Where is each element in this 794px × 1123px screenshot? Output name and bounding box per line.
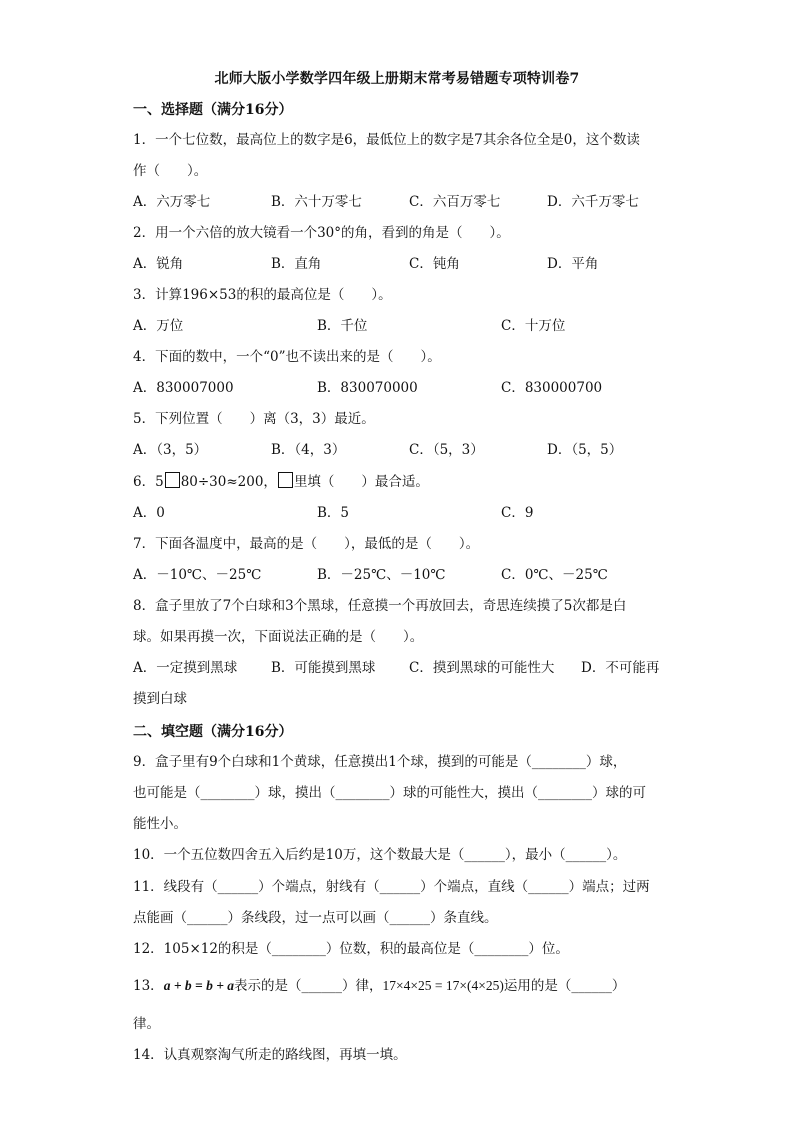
question-6-line-1 xyxy=(133,472,429,491)
page-title: 北师大版小学数学四年级上册期末常考易错题专项特训卷7 xyxy=(214,71,580,87)
question-9-line-2: 也可能是（________）球，摸出（________）球的可能性大，摸出（________）球的可 xyxy=(133,785,646,801)
question-8-line-1: 8．盒子里放了7个白球和3个黑球，任意摸一个再放回去，奇思连续摸了5次都是白 xyxy=(133,598,627,614)
blank-box-icon xyxy=(278,472,293,488)
question-14-line-1: 14．认真观察淘气所走的路线图，再填一填。 xyxy=(133,1047,407,1063)
question-6-option-c: C．9 xyxy=(501,505,534,521)
question-2-option-b: B．直角 xyxy=(271,256,322,272)
question-4-line-1: 4．下面的数中，一个“0”也不读出来的是（ ）。 xyxy=(133,349,441,365)
question-7-option-b: B．－25℃、－10℃ xyxy=(317,567,446,583)
section-heading-choice: 一、选择题（满分16分） xyxy=(133,102,293,118)
question-6-prefix: 6．5 xyxy=(133,474,164,490)
question-5-option-a: A．（3，5） xyxy=(133,442,208,458)
question-13-middle: 表示的是（______）律， xyxy=(234,978,383,994)
question-2-option-c: C．钝角 xyxy=(409,256,460,272)
commutative-formula: a + b = b + a xyxy=(163,978,235,993)
question-8-option-a: A．一定摸到黑球 xyxy=(133,660,238,676)
question-8-line-2: 球。如果再摸一次，下面说法正确的是（ ）。 xyxy=(133,629,424,645)
question-6-option-b: B．5 xyxy=(317,505,350,521)
question-4-option-c: C．830000700 xyxy=(501,380,603,396)
question-6-suffix: 里填（ ）最合适。 xyxy=(293,474,429,490)
question-8-option-b: B．可能摸到黑球 xyxy=(271,660,376,676)
question-9-line-3: 能性小。 xyxy=(133,816,187,832)
blank-box-icon xyxy=(165,472,180,488)
question-1-option-c: C．六百万零七 xyxy=(409,194,501,210)
question-6-middle: 80÷30≈200， xyxy=(180,474,277,490)
question-11-line-2: 点能画（______）条线段，过一点可以画（______）条直线。 xyxy=(133,910,498,926)
question-8-option-d: D．不可能再 xyxy=(581,660,660,676)
question-8-line-3: 摸到白球 xyxy=(133,691,187,707)
question-2-option-d: D．平角 xyxy=(547,256,599,272)
question-5-option-c: C．（5，3） xyxy=(409,442,484,458)
question-3-option-a: A．万位 xyxy=(133,318,184,334)
question-4-option-a: A．830007000 xyxy=(133,380,234,396)
question-11-line-1: 11．线段有（______）个端点，射线有（______）个端点，直线（______）端点；过两 xyxy=(133,879,650,895)
question-13-line-2: 律。 xyxy=(133,1016,160,1032)
associative-formula: 17×4×25 = 17×(4×25) xyxy=(382,978,504,993)
question-8-option-c: C．摸到黑球的可能性大 xyxy=(409,660,555,676)
question-1-option-d: D．六千万零七 xyxy=(547,194,639,210)
question-2-line-1: 2．用一个六倍的放大镜看一个30°的角，看到的角是（ ）。 xyxy=(133,225,510,241)
question-1-line-1: 1．一个七位数，最高位上的数字是6，最低位上的数字是7其余各位全是0，这个数读 xyxy=(133,132,640,148)
question-13-suffix: 运用的是（______） xyxy=(503,978,626,994)
question-3-option-b: B．千位 xyxy=(317,318,368,334)
question-6-option-a: A．0 xyxy=(133,505,165,521)
question-13-prefix: 13． xyxy=(133,978,164,994)
question-3-line-1: 3．计算196×53的积的最高位是（ ）。 xyxy=(133,287,392,303)
question-3-option-c: C．十万位 xyxy=(501,318,566,334)
question-13-line-1 xyxy=(133,977,625,995)
question-10-line-1: 10．一个五位数四舍五入后约是10万，这个数最大是（______），最小（______）。 xyxy=(133,847,627,863)
question-5-option-d: D．（5，5） xyxy=(547,442,623,458)
question-1-line-2: 作（ ）。 xyxy=(133,163,208,179)
question-2-option-a: A．锐角 xyxy=(133,256,184,272)
question-4-option-b: B．830070000 xyxy=(317,380,418,396)
section-heading-fill-in: 二、填空题（满分16分） xyxy=(133,724,293,740)
question-5-line-1: 5．下列位置（ ）离（3，3）最近。 xyxy=(133,411,375,427)
question-12-line-1: 12．105×12的积是（________）位数，积的最高位是（________）位。 xyxy=(133,941,569,957)
question-7-option-a: A．－10℃、－25℃ xyxy=(133,567,262,583)
question-7-option-c: C．0℃、－25℃ xyxy=(501,567,608,583)
question-1-option-b: B．六十万零七 xyxy=(271,194,362,210)
question-1-option-a: A．六万零七 xyxy=(133,194,211,210)
question-9-line-1: 9．盒子里有9个白球和1个黄球，任意摸出1个球，摸到的可能是（________）球， xyxy=(133,754,627,770)
question-5-option-b: B．（4，3） xyxy=(271,442,346,458)
question-7-line-1: 7．下面各温度中，最高的是（ ），最低的是（ ）。 xyxy=(133,536,480,552)
